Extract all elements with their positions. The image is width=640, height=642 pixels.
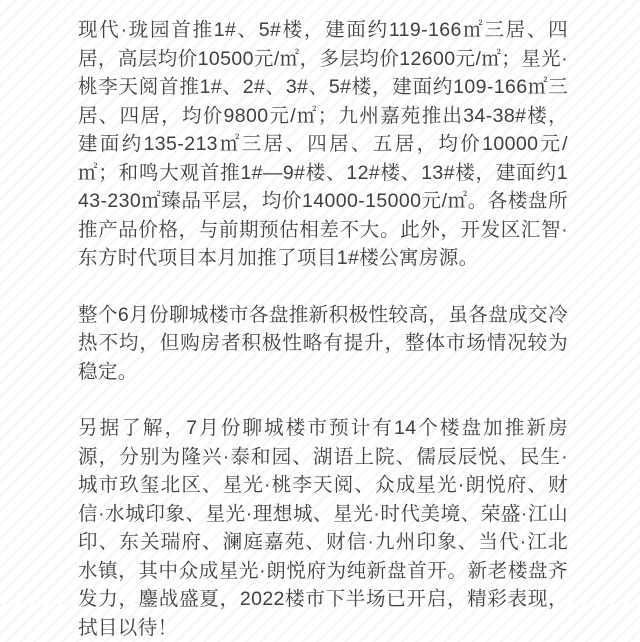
paragraph-july-outlook: 另据了解，7月份聊城楼市预计有14个楼盘加推新房源，分别为隆兴·泰和园、湖语上院、儒辰辰悦、民生·城市玖玺北区、星光·桃李天阅、众成星光·朗悦府、财信·水城印象、星光·理想城、星光·时代美境、荣盛·江山印、东关瑞府、澜庭嘉苑、财信·九州印象、当代·江北水镇，其中众成星光·朗悦府为纯新盘首开。新老楼盘齐发力，鏖战盛夏，2022楼市下半场已开启，精彩表现，拭目以待！ — [78, 417, 568, 639]
paragraph-new-listings: 现代·珑园首推1#、5#楼，建面约119-166㎡三居、四居，高层均价10500元/㎡，多层均价12600元/㎡；星光·桃李天阅首推1#、2#、3#、5#楼，建面约109-166㎡三居、四居，均价9800元/㎡；九州嘉苑推出34-38#楼，建面约135-213㎡三居、四居、五居，均价10000元/㎡；和鸣大观首推1#—9#楼、12#楼、13#楼，建面约143-230㎡臻品平层，均价14000-15000元/㎡。各楼盘所推产品价格，与前期预估相差不大。此外，开发区汇智·东方时代项目本月加推了项目1#楼公寓房源。 — [78, 19, 568, 269]
paragraph-june-market-summary: 整个6月份聊城楼市各盘推新积极性较高，虽各盘成交冷热不均，但购房者积极性略有提升，整体市场情况较为稳定。 — [78, 303, 568, 383]
article-body — [78, 16, 568, 642]
